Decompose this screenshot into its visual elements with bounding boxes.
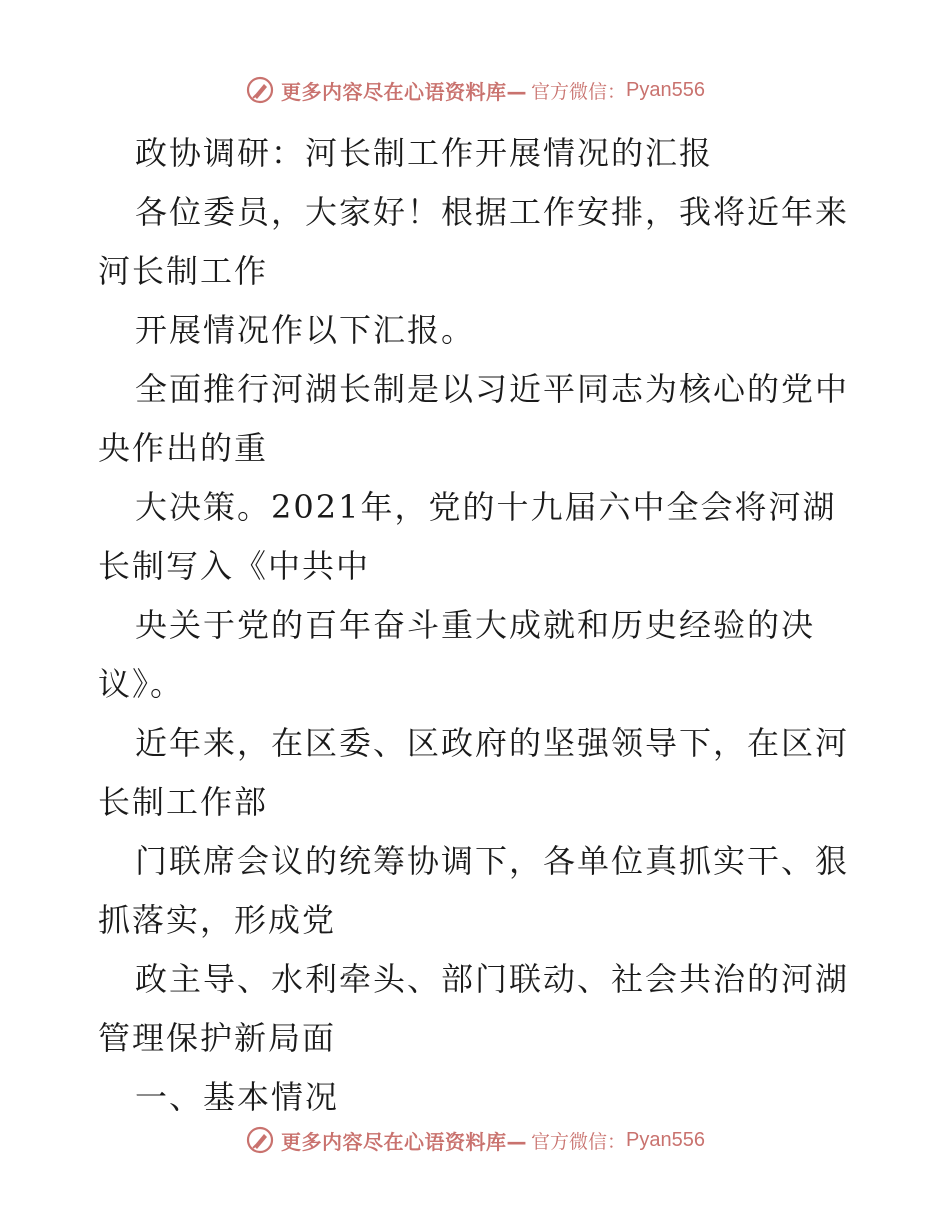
watermark-text: 更多内容尽在心语资料库—: [281, 79, 527, 104]
watermark-handle: Pyan556: [626, 1128, 705, 1151]
section-heading: 一、基本情况: [135, 1078, 340, 1116]
paragraph-line: 各位委员，大家好！根据工作安排，我将近年来: [135, 193, 850, 231]
paragraph-line: 政主导、水利牵头、部门联动、社会共治的河湖: [135, 960, 850, 998]
paragraph-line: 长制工作部: [98, 783, 269, 821]
paragraph-line: 议》。: [98, 665, 185, 703]
paragraph-line: 开展情况作以下汇报。: [135, 311, 476, 349]
paragraph-line: 全面推行河湖长制是以习近平同志为核心的党中: [135, 370, 850, 408]
paragraph-line: 河长制工作: [98, 252, 269, 290]
header-watermark: [0, 70, 950, 110]
watermark-text: 更多内容尽在心语资料库—: [281, 1129, 527, 1154]
paragraph-line: 长制写入《中共中: [98, 547, 371, 585]
pen-seal-icon: [245, 1125, 275, 1155]
document-title: 政协调研：河长制工作开展情况的汇报: [135, 134, 714, 172]
watermark-handle: Pyan556: [626, 78, 705, 101]
watermark-contact-label: 官方微信：: [531, 1130, 627, 1153]
footer-watermark: [0, 1120, 950, 1160]
paragraph-line: 央作出的重: [98, 429, 269, 467]
paragraph-line: 抓落实，形成党: [98, 901, 337, 939]
paragraph-line: 门联席会议的统筹协调下，各单位真抓实干、狠: [135, 842, 850, 880]
paragraph-line: 管理保护新局面: [98, 1019, 337, 1057]
pen-seal-icon: [245, 75, 275, 105]
watermark-contact-label: 官方微信：: [531, 80, 627, 103]
paragraph-line: 大决策。2021年，党的十九届六中全会将河湖: [135, 488, 837, 526]
document-body: [98, 124, 858, 1127]
paragraph-line: 近年来，在区委、区政府的坚强领导下，在区河: [135, 724, 850, 762]
paragraph-line: 央关于党的百年奋斗重大成就和历史经验的决: [135, 606, 816, 644]
